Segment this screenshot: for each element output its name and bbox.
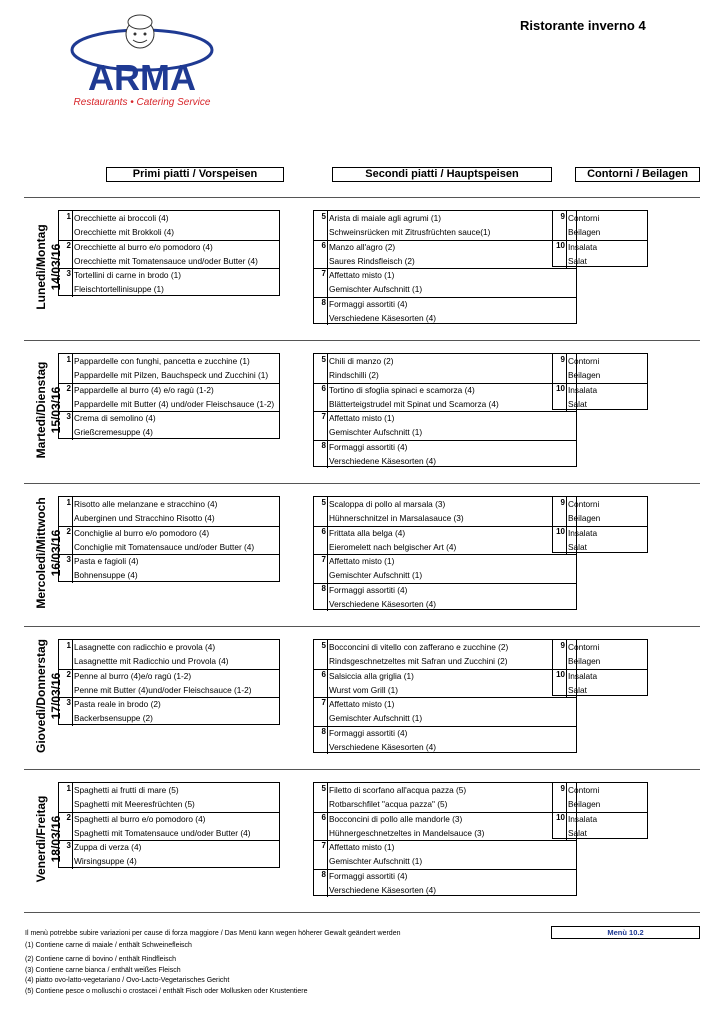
dish-name-it: Insalata	[568, 384, 598, 395]
dish-name-it: Formaggi assortiti (4)	[329, 298, 408, 309]
dish-name-it: Formaggi assortiti (4)	[329, 870, 408, 881]
row-separator	[314, 840, 576, 841]
dish-number: 6	[314, 526, 328, 555]
primi-block	[58, 353, 280, 439]
dish-number: 6	[314, 383, 328, 412]
day-date: 14/03/16	[49, 243, 63, 291]
row-separator	[314, 297, 576, 298]
dish-number: 9	[553, 211, 567, 240]
dish-name-it: Formaggi assortiti (4)	[329, 441, 408, 452]
dish-name-it: Pappardelle con funghi, pancetta e zucchine (1)	[74, 356, 250, 366]
secondi-block	[313, 353, 577, 467]
dish-name-de: Pappardelle mit Butter (4) und/oder Fleischsauce (1-2)	[74, 398, 275, 409]
dish-number: 9	[553, 497, 567, 526]
dish-number: 10	[553, 383, 567, 412]
dish-name-it: Affettato misto (1)	[329, 413, 395, 423]
dish-name-it: Crema di semolino (4)	[74, 413, 156, 423]
dish-name-it: Pappardelle al burro (4) e/o ragù (1-2)	[74, 384, 214, 395]
dish-number: 10	[553, 812, 567, 841]
row-separator	[314, 383, 576, 384]
logo-brand: ARMA	[88, 57, 196, 98]
contorni-block	[552, 782, 648, 839]
row-separator	[553, 383, 647, 384]
day-divider	[24, 769, 700, 770]
dish-name-de: Beilagen	[568, 370, 601, 381]
dish-name-de: Bohnensuppe (4)	[74, 570, 138, 581]
dish-name-it: Tortino di sfoglia spinaci e scamorza (4)	[329, 384, 475, 395]
secondi-block	[313, 639, 577, 753]
dish-name-de: Verschiedene Käsesorten (4)	[329, 598, 437, 609]
dish-name-it: Formaggi assortiti (4)	[329, 727, 408, 738]
dish-name-de: Beilagen	[568, 799, 601, 810]
day-divider	[24, 626, 700, 627]
dish-name-de: Gemischter Aufschnitt (1)	[329, 427, 423, 438]
dish-name-it: Contorni	[568, 499, 600, 509]
secondi-block	[313, 210, 577, 324]
dish-name-de: Spaghetti mit Meeresfrüchten (5)	[74, 799, 195, 810]
dish-name-it: Affettato misto (1)	[329, 556, 395, 566]
page-title: Ristorante inverno 4	[520, 18, 646, 33]
dish-name-de: Pappardelle mit Pilzen, Bauchspeck und Zucchini (1)	[74, 370, 269, 381]
dish-name-it: Spaghetti al burro e/o pomodoro (4)	[74, 813, 206, 824]
row-separator	[59, 669, 279, 670]
dish-name-it: Orecchiette ai broccoli (4)	[74, 213, 169, 223]
dish-name-it: Zuppa di verza (4)	[74, 842, 142, 852]
dish-name-it: Conchiglie al burro e/o pomodoro (4)	[74, 527, 210, 538]
dish-name-it: Tortellini di carne in brodo (1)	[74, 270, 181, 280]
dish-number: 6	[314, 669, 328, 698]
dish-name-it: Manzo all'agro (2)	[329, 241, 396, 252]
dish-name-de: Hühnerschnitzel in Marsalasauce (3)	[329, 513, 464, 524]
footer-note: (2) Contiene carne di bovino / enthält Rindfleisch	[25, 956, 176, 963]
dish-name-de: Orecchiette mit Tomatensauce und/oder Butter (4)	[74, 255, 258, 266]
footer-note: (5) Contiene pesce o molluschi o crostacei / enthält Fisch oder Mollusken oder Krustentiere	[25, 987, 308, 995]
dish-name-de: Backerbsensuppe (2)	[74, 713, 153, 724]
primi-block	[58, 639, 280, 725]
row-separator	[59, 554, 279, 555]
dish-name-de: Gemischter Aufschnitt (1)	[329, 284, 423, 295]
dish-name-de: Verschiedene Käsesorten (4)	[329, 884, 437, 895]
dish-name-de: Spaghetti mit Tomatensauce und/oder Butter (4)	[74, 827, 251, 838]
dish-name-de: Gemischter Aufschnitt (1)	[329, 713, 423, 724]
dish-number: 6	[314, 240, 328, 269]
day-divider	[24, 197, 700, 198]
row-separator	[59, 268, 279, 269]
dish-number: 7	[314, 697, 328, 726]
dish-name-it: Affettato misto (1)	[329, 699, 395, 709]
day-section	[24, 210, 700, 324]
row-separator	[553, 240, 647, 241]
dish-number: 7	[314, 268, 328, 297]
row-separator	[59, 840, 279, 841]
primi-block	[58, 496, 280, 582]
dish-name-it: Bocconcini di vitello con zafferano e zucchine (2)	[329, 642, 509, 652]
dish-number: 5	[314, 640, 328, 669]
dish-name-de: Schweinsrücken mit Zitrusfrüchten sauce(1)	[329, 227, 491, 238]
dish-name-it: Scaloppa di pollo al marsala (3)	[329, 499, 446, 509]
dish-name-it: Spaghetti ai frutti di mare (5)	[74, 785, 179, 795]
dish-name-de: Lasagnettte mit Radicchio und Provola (4)	[74, 656, 229, 667]
day-divider	[24, 912, 700, 913]
row-separator	[553, 669, 647, 670]
dish-name-de: Rotbarschfilet "acqua pazza" (5)	[329, 799, 448, 810]
contorni-block	[552, 639, 648, 696]
dish-number: 2	[59, 240, 73, 269]
dish-name-it: Insalata	[568, 527, 598, 538]
row-separator	[59, 812, 279, 813]
dish-name-de: Blätterteigstrudel mit Spinat und Scamorza (4)	[329, 398, 499, 409]
row-separator	[553, 526, 647, 527]
row-separator	[314, 268, 576, 269]
day-name: Giovedì/Donnerstag	[34, 638, 48, 754]
dish-number: 7	[314, 840, 328, 869]
dish-name-de: Saures Rindsfleisch (2)	[329, 255, 415, 266]
dish-number: 1	[59, 211, 73, 240]
day-date: 16/03/16	[49, 529, 63, 577]
dish-name-de: Verschiedene Käsesorten (4)	[329, 312, 437, 323]
dish-name-de: Verschiedene Käsesorten (4)	[329, 455, 437, 466]
dish-name-de: Hühnergeschnetzeltes in Mandelsauce (3)	[329, 827, 485, 838]
dish-name-de: Orecchiette mit Brokkoli (4)	[74, 227, 175, 238]
dish-name-it: Formaggi assortiti (4)	[329, 584, 408, 595]
dish-number: 1	[59, 354, 73, 383]
secondi-block	[313, 496, 577, 610]
row-separator	[314, 812, 576, 813]
dish-number: 2	[59, 526, 73, 555]
dish-name-it: Contorni	[568, 785, 600, 795]
row-separator	[59, 526, 279, 527]
contorni-block	[552, 353, 648, 410]
dish-number: 2	[59, 669, 73, 698]
row-separator	[314, 440, 576, 441]
dish-number: 5	[314, 497, 328, 526]
row-separator	[314, 526, 576, 527]
dish-name-de: Beilagen	[568, 227, 601, 238]
row-separator	[59, 383, 279, 384]
day-divider	[24, 483, 700, 484]
day-name: Mercoledì/Mittwoch	[34, 497, 48, 609]
primi-block	[58, 782, 280, 868]
header-contorni: Contorni / Beilagen	[575, 167, 700, 182]
dish-number: 8	[314, 297, 328, 326]
dish-name-it: Lasagnette con radicchio e provola (4)	[74, 642, 216, 652]
dish-name-it: Salsiccia alla griglia (1)	[329, 670, 414, 681]
dish-name-de: Wirsingsuppe (4)	[74, 856, 137, 867]
arma-logo	[60, 12, 225, 112]
dish-name-de: Penne mit Butter (4)und/oder Fleischsauce (1-2)	[74, 684, 252, 695]
footer-note: (1) Contiene carne di maiale / enthält Schweinefleisch	[25, 941, 192, 949]
dish-name-it: Contorni	[568, 213, 600, 223]
footer-note: Il menù potrebbe subire variazioni per cause di forza maggiore / Das Menü kann wegen höherer Gewalt geändert werden	[25, 930, 401, 937]
dish-number: 10	[553, 240, 567, 269]
day-section	[24, 639, 700, 753]
footer-note: (3) Contiene carne bianca / enthält weißes Fleisch	[25, 966, 181, 974]
dish-number: 8	[314, 583, 328, 612]
dish-name-de: Verschiedene Käsesorten (4)	[329, 741, 437, 752]
day-name: Martedì/Dienstag	[34, 361, 48, 459]
row-separator	[553, 812, 647, 813]
dish-name-de: Salat	[568, 541, 587, 552]
dish-number: 3	[59, 554, 73, 583]
dish-name-de: Salat	[568, 398, 587, 409]
dish-name-de: Salat	[568, 827, 587, 838]
dish-name-de: Gemischter Aufschnitt (1)	[329, 856, 423, 867]
day-date: 15/03/16	[49, 386, 63, 434]
row-separator	[314, 411, 576, 412]
dish-name-de: Eieromelett nach belgischer Art (4)	[329, 541, 457, 552]
dish-name-it: Contorni	[568, 642, 600, 652]
row-separator	[314, 583, 576, 584]
dish-name-de: Salat	[568, 684, 587, 695]
dish-name-it: Contorni	[568, 356, 600, 366]
dish-name-de: Beilagen	[568, 656, 601, 667]
row-separator	[314, 726, 576, 727]
dish-number: 5	[314, 354, 328, 383]
primi-block	[58, 210, 280, 296]
dish-number: 10	[553, 669, 567, 698]
dish-name-de: Beilagen	[568, 513, 601, 524]
dish-name-it: Pasta e fagioli (4)	[74, 556, 139, 566]
dish-name-it: Orecchiette al burro e/o pomodoro (4)	[74, 241, 213, 252]
dish-number: 3	[59, 411, 73, 440]
dish-number: 8	[314, 726, 328, 755]
row-separator	[59, 240, 279, 241]
dish-name-de: Conchiglie mit Tomatensauce und/oder Butter (4)	[74, 541, 255, 552]
dish-name-it: Chili di manzo (2)	[329, 356, 394, 366]
footer-notes	[25, 929, 401, 997]
footer-note: (4) piatto ovo-latto-vegetariano / Ovo-Lacto-Vegetarisches Gericht	[25, 977, 230, 984]
dish-number: 3	[59, 840, 73, 869]
dish-name-it: Filetto di scorfano all'acqua pazza (5)	[329, 785, 467, 795]
dish-number: 6	[314, 812, 328, 841]
dish-number: 1	[59, 497, 73, 526]
dish-number: 3	[59, 697, 73, 726]
dish-number: 2	[59, 383, 73, 412]
day-divider	[24, 340, 700, 341]
day-name: Venerdì/Freitag	[34, 795, 48, 883]
dish-name-it: Frittata alla belga (4)	[329, 527, 406, 538]
dish-number: 1	[59, 640, 73, 669]
day-date: 17/03/16	[49, 672, 63, 720]
dish-name-it: Arista di maiale agli agrumi (1)	[329, 213, 442, 223]
row-separator	[314, 869, 576, 870]
dish-number: 10	[553, 526, 567, 555]
day-section	[24, 496, 700, 610]
dish-number: 9	[553, 354, 567, 383]
row-separator	[314, 554, 576, 555]
dish-name-it: Risotto alle melanzane e stracchino (4)	[74, 499, 218, 509]
dish-number: 5	[314, 211, 328, 240]
contorni-block	[552, 210, 648, 267]
dish-name-it: Insalata	[568, 241, 598, 252]
dish-number: 5	[314, 783, 328, 812]
dish-number: 7	[314, 411, 328, 440]
day-name: Lunedì/Montag	[34, 224, 48, 310]
dish-name-it: Penne al burro (4)e/o ragù (1-2)	[74, 670, 192, 681]
secondi-block	[313, 782, 577, 896]
dish-name-it: Bocconcini di pollo alle mandorle (3)	[329, 813, 463, 824]
row-separator	[59, 697, 279, 698]
dish-name-de: Fleischtortellinisuppe (1)	[74, 284, 164, 295]
dish-name-it: Insalata	[568, 670, 598, 681]
dish-name-de: Auberginen und Stracchino Risotto (4)	[74, 513, 215, 524]
day-section	[24, 353, 700, 467]
dish-name-de: Salat	[568, 255, 587, 266]
logo-tagline: Restaurants • Catering Service	[73, 97, 211, 108]
header-secondi: Secondi piatti / Hauptspeisen	[332, 167, 552, 182]
dish-number: 9	[553, 783, 567, 812]
dish-name-it: Affettato misto (1)	[329, 842, 395, 852]
dish-name-it: Insalata	[568, 813, 598, 824]
row-separator	[314, 240, 576, 241]
dish-number: 8	[314, 869, 328, 898]
dish-name-it: Affettato misto (1)	[329, 270, 395, 280]
day-section	[24, 782, 700, 896]
dish-number: 2	[59, 812, 73, 841]
menu-version: Menù 10.2	[551, 926, 700, 939]
dish-number: 1	[59, 783, 73, 812]
header-primi: Primi piatti / Vorspeisen	[106, 167, 284, 182]
row-separator	[314, 669, 576, 670]
dish-name-de: Rindschilli (2)	[329, 370, 379, 381]
dish-number: 3	[59, 268, 73, 297]
dish-number: 9	[553, 640, 567, 669]
dish-name-de: Wurst vom Grill (1)	[329, 684, 398, 695]
row-separator	[59, 411, 279, 412]
dish-name-it: Pasta reale in brodo (2)	[74, 699, 161, 709]
dish-number: 7	[314, 554, 328, 583]
day-date: 18/03/16	[49, 815, 63, 863]
dish-name-de: Gemischter Aufschnitt (1)	[329, 570, 423, 581]
row-separator	[314, 697, 576, 698]
dish-number: 8	[314, 440, 328, 469]
dish-name-de: Grießcremesuppe (4)	[74, 427, 153, 438]
dish-name-de: Rindsgeschnetzeltes mit Safran und Zucchini (2)	[329, 656, 508, 667]
contorni-block	[552, 496, 648, 553]
